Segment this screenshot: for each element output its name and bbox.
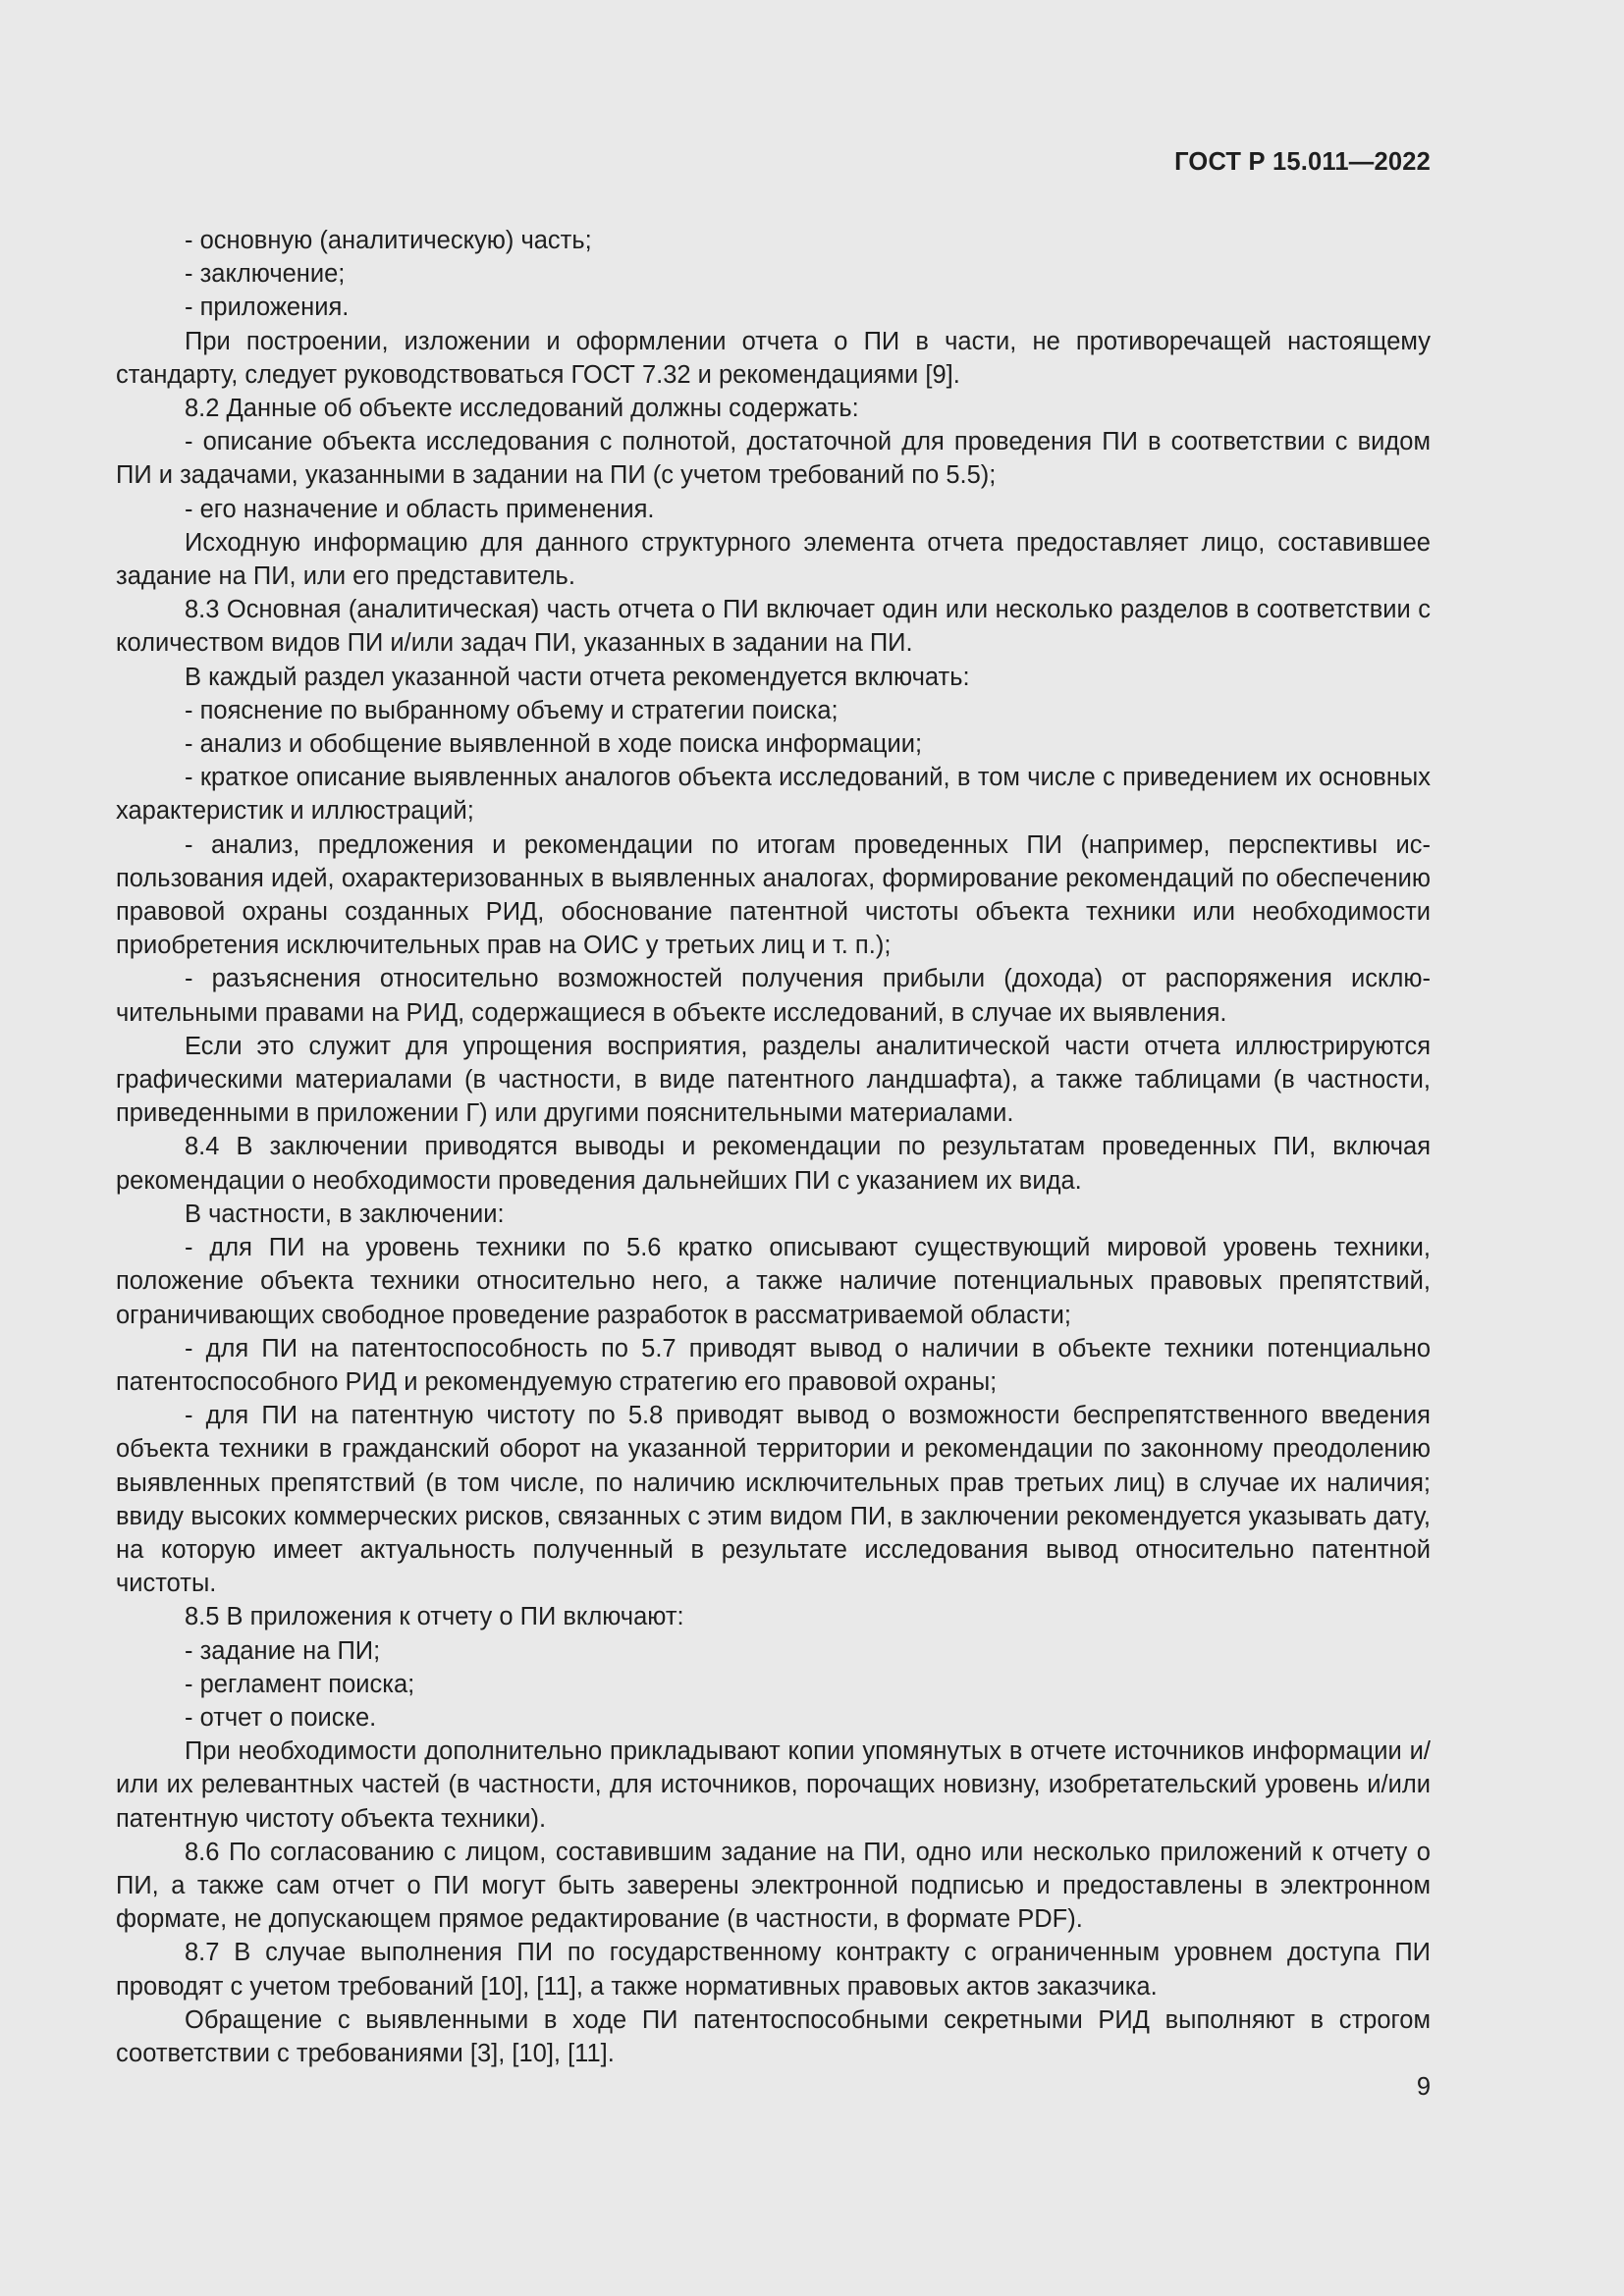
section-paragraph: 8.6 По согласованию с лицом, составившим задание на ПИ, одно или несколько приложений к отчету о ПИ, а также сам отчет о ПИ могут быть заверены электронной подписью и предоставлены в электронном формате, не допускающем прямое редактирование (в частности, в формате PDF). <box>116 1838 1431 1934</box>
section-paragraph: 8.4 В заключении приводятся выводы и рекомендации по результатам проведенных ПИ, включая рекомендации о необходимости проведения дальнейших ПИ с указанием их вида. <box>116 1133 1431 1195</box>
section-paragraph: 8.5 В приложения к отчету о ПИ включают: <box>185 1603 684 1631</box>
paragraph: - приложения. <box>185 294 350 322</box>
paragraph: - заключение; <box>185 260 346 289</box>
paragraph: - для ПИ на патентоспособность по 5.7 приводят вывод о наличии в объекте техники потенциально патентоспособного РИД и рекомендуемую стратегию его правовой охраны; <box>116 1334 1431 1396</box>
section-paragraph: 8.3 Основная (аналитическая) часть отчета о ПИ включает один или несколько разделов в соответствии с количеством видов ПИ и/или задач ПИ, указанных в задании на ПИ. <box>116 596 1431 658</box>
paragraph: - задание на ПИ; <box>185 1636 381 1665</box>
paragraph: - его назначение и область применения. <box>185 495 655 523</box>
page-number: 9 <box>1416 2073 1431 2101</box>
section-paragraph: 8.7 В случае выполнения ПИ по государственному контракту с ограниченным уровнем доступа ПИ проводят с учетом требований [10], [11], а также нормативных правовых актов заказчика. <box>116 1939 1431 2001</box>
paragraph: - разъяснения относительно возможностей получения прибыли (дохода) от распоряжения исключительными правами на РИД, содержащиеся в объекте исследований, в случае их выявления. <box>116 965 1431 1027</box>
paragraph: В частности, в заключении: <box>185 1200 505 1228</box>
paragraph: - краткое описание выявленных аналогов объекта исследований, в том числе с приведением их основных характеристик и иллюстраций; <box>116 764 1431 826</box>
paragraph: - пояснение по выбранному объему и стратегии поиска; <box>185 696 839 724</box>
document-header: ГОСТ Р 15.011—2022 <box>1174 148 1431 176</box>
paragraph: - анализ и обобщение выявленной в ходе поиска информации; <box>185 730 923 759</box>
paragraph: - основную (аналитическую) часть; <box>185 227 592 254</box>
paragraph: При необходимости дополнительно прикладывают копии упомянутых в отчете источников информации и/или их релевантных частей (в частности, для источников, порочащих новизну, изобретательский уровень и/или патентную чистоту объекта техники). <box>116 1737 1431 1833</box>
paragraph: - анализ, предложения и рекомендации по итогам проведенных ПИ (например, перспективы использования идей, охарактеризованных в выявленных аналогах, формирование рекомендаций по обеспечению правовой охраны созданных РИД, обоснование патентной чистоты объекта техники или необходимости приобретения исключительных прав на ОИС у третьих лиц и т. п.); <box>116 830 1431 960</box>
paragraph: - отчет о поиске. <box>185 1703 377 1732</box>
paragraph: - для ПИ на уровень техники по 5.6 кратко описывают существующий мировой уровень техники, положение объекта техники относительно него, а также наличие потенциальных правовых препятствий, ограничивающих свободное проведение разработок в рассматриваемой области; <box>116 1234 1431 1329</box>
paragraph: - для ПИ на патентную чистоту по 5.8 приводят вывод о возможности беспрепятственного введения объекта техники в гражданский оборот на указанной территории и рекомендации по законному преодолению выявленных препятствий (в том числе, по наличию исключительных прав третьих лиц) в случае их наличия; ввиду высоких коммерческих рисков, связанных с этим видом ПИ, в заключении рекомендуется указывать дату, на которую имеет актуальность полученный в результате исследования вывод относительно патентной чистоты. <box>116 1402 1431 1598</box>
paragraph: В каждый раздел указанной части отчета рекомендуется включать: <box>185 663 970 691</box>
paragraph: Если это служит для упрощения восприятия, разделы аналитической части отчета иллюстрируются графическими материалами (в частности, в виде патентного ландшафта), а также таблицами (в частности, приведенными в приложении Г) или другими пояснительными материалами. <box>116 1032 1431 1128</box>
document-body <box>116 224 1431 2070</box>
section-paragraph: 8.2 Данные об объекте исследований должны содержать: <box>185 395 859 423</box>
paragraph: - регламент поиска; <box>185 1670 415 1698</box>
paragraph: Исходную информацию для данного структурного элемента отчета предоставляет лицо, составившее задание на ПИ, или его представитель. <box>116 528 1431 591</box>
paragraph: - описание объекта исследования с полнотой, достаточной для проведения ПИ в соответствии с видом ПИ и задачами, указанными в задании на ПИ (с учетом требований по 5.5); <box>116 428 1431 490</box>
paragraph: При построении, изложении и оформлении отчета о ПИ в части, не противоречащей настоящему стандарту, следует руководствоваться ГОСТ 7.32 и рекомендациями [9]. <box>116 327 1431 389</box>
paragraph: Обращение с выявленными в ходе ПИ патентоспособными секретными РИД выполняют в строгом соответствии с требованиями [3], [10], [11]. <box>116 2005 1431 2067</box>
